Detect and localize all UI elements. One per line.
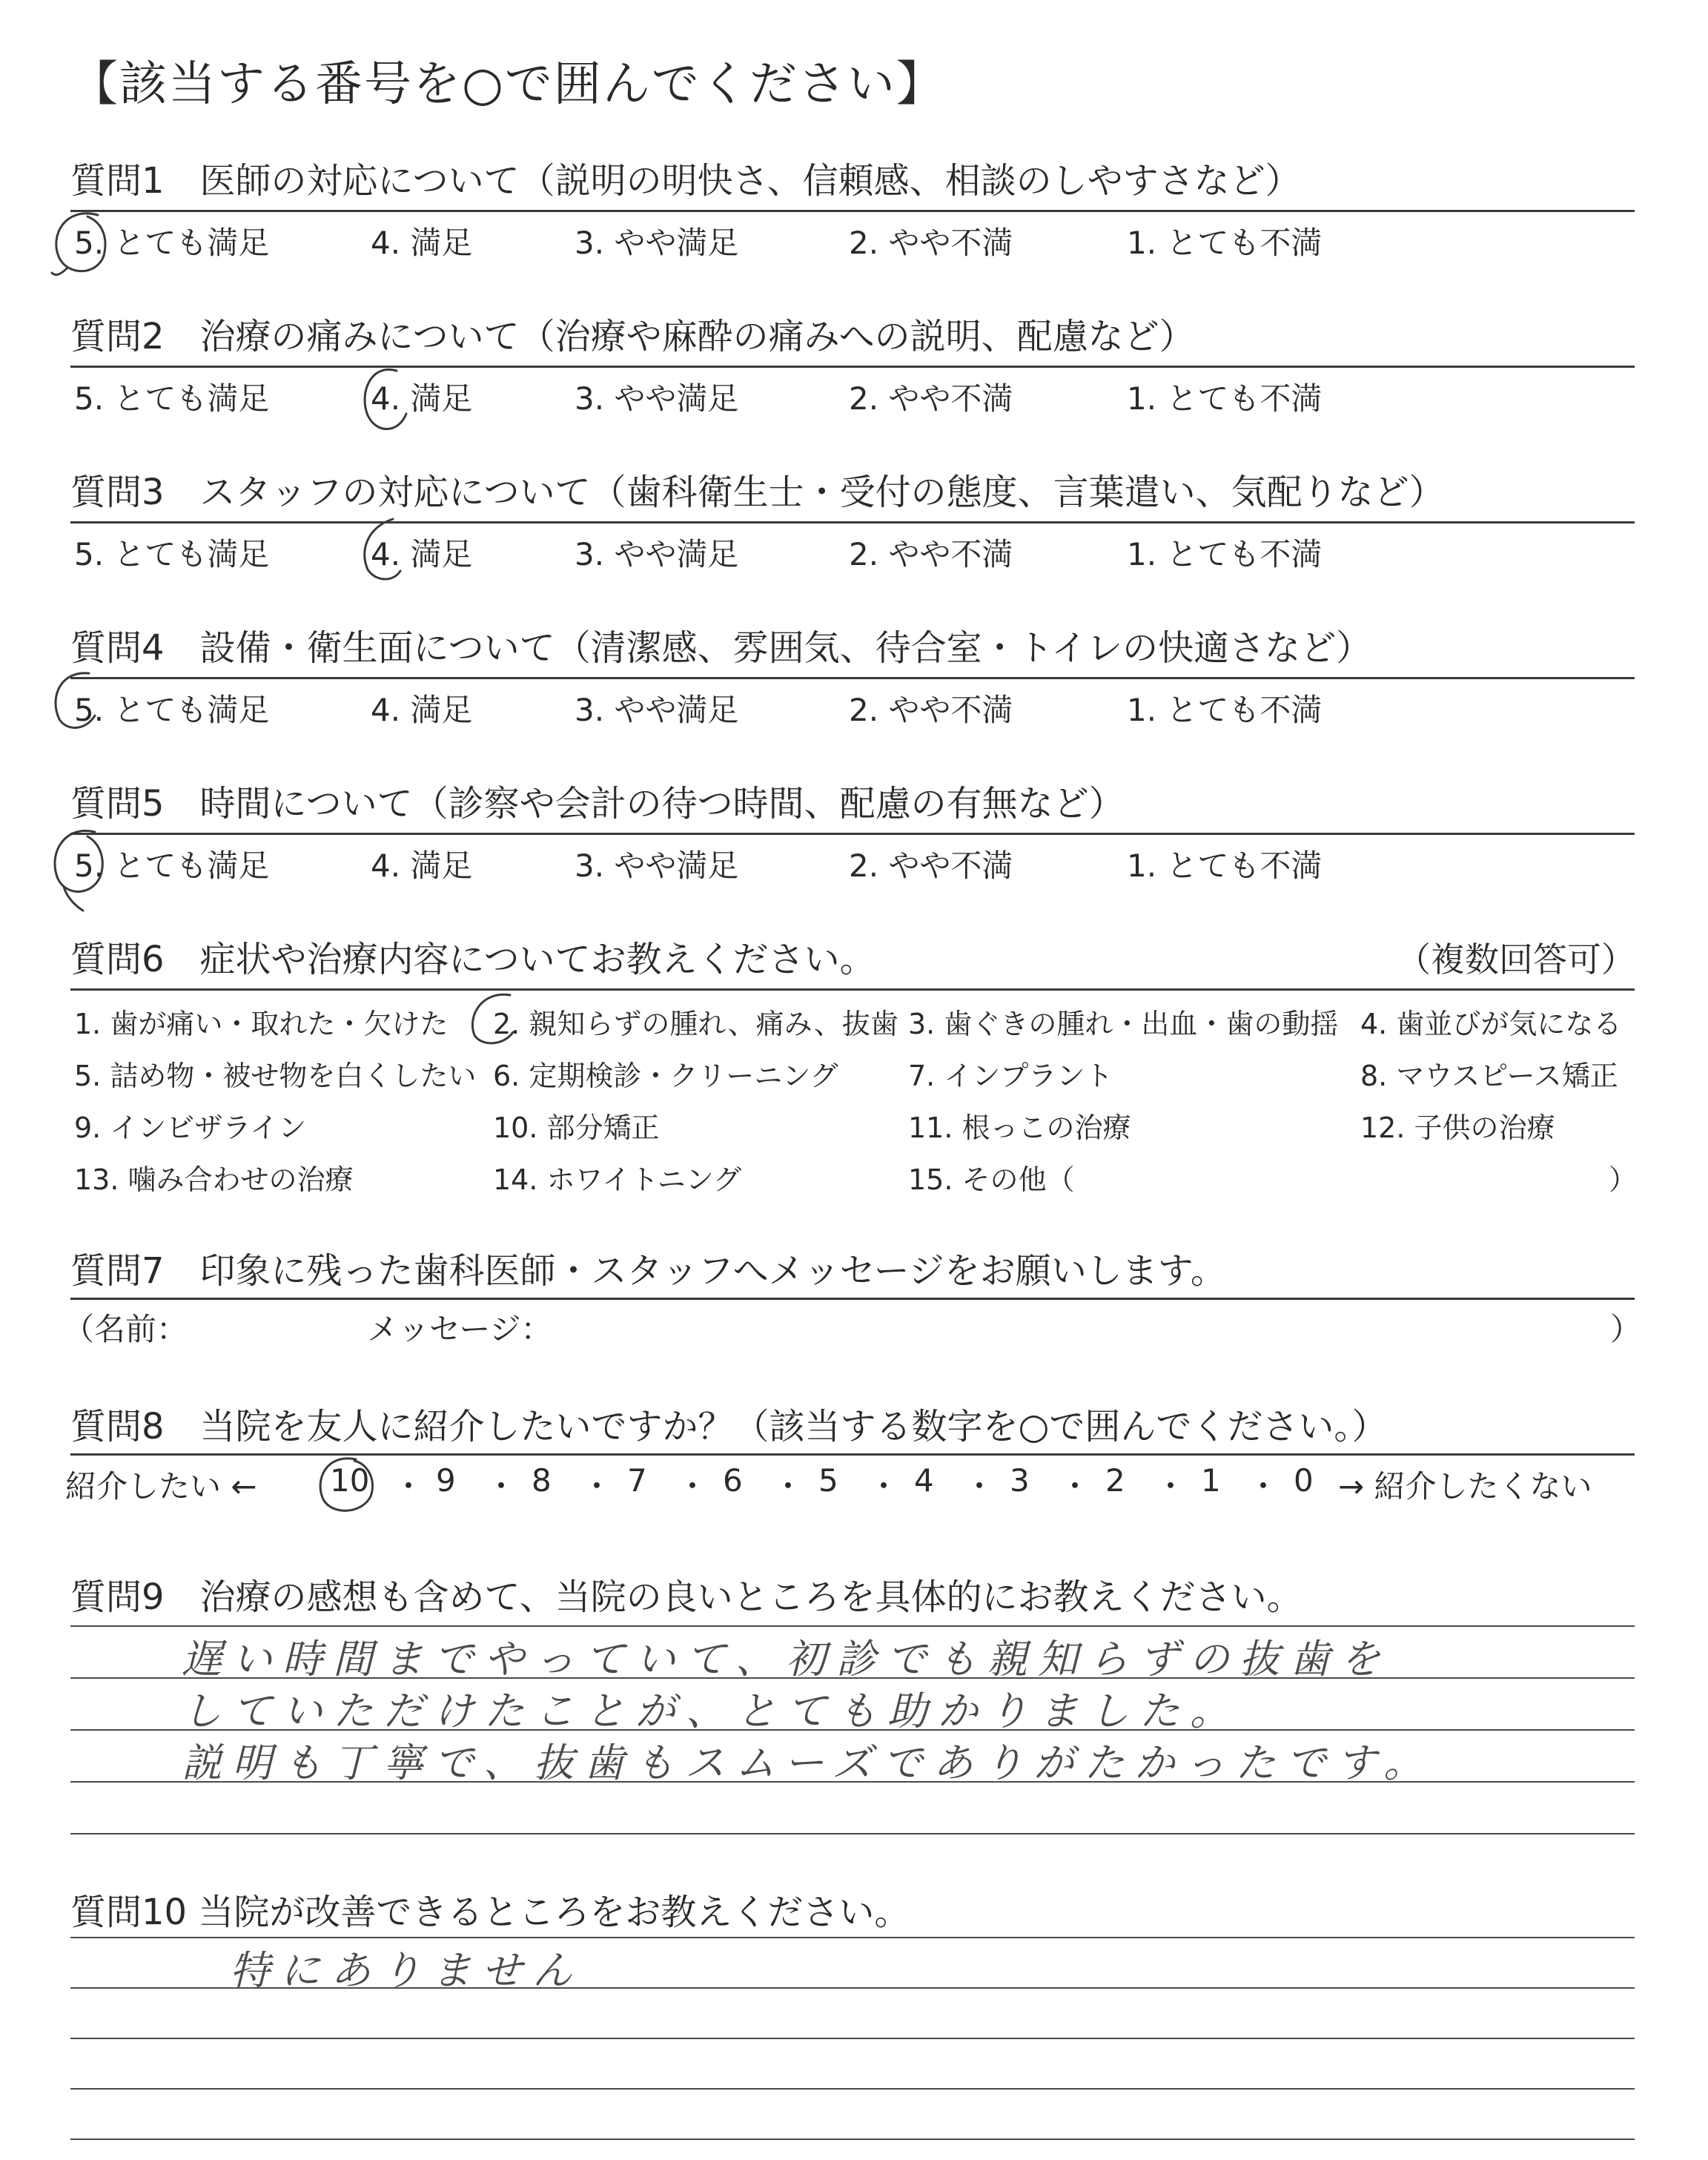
q1-title: 質問1 医師の対応について（説明の明快さ、信頼感、相談のしやすさなど） bbox=[70, 160, 1301, 202]
q9-title: 質問9 治療の感想も含めて、当院の良いところを具体的にお教えください。 bbox=[70, 1576, 1302, 1618]
q3-option-4[interactable]: 4. 満足 bbox=[371, 536, 473, 572]
q10-writing-line[interactable] bbox=[70, 2088, 1635, 2090]
q7-divider bbox=[70, 1298, 1635, 1300]
q8-left-label: 紹介したい ← bbox=[65, 1468, 257, 1505]
q3-option-5[interactable]: 5. とても満足 bbox=[74, 536, 270, 572]
q8-title: 質問8 当院を友人に紹介したいですか？（該当する数字を○で囲んでください。） bbox=[70, 1406, 1388, 1447]
q1-option-3[interactable]: 3. やや満足 bbox=[575, 225, 739, 261]
q9-handwritten-answer-line-1: 遅い時間までやっていて、初診でも親知らずの抜歯を bbox=[182, 1636, 1391, 1682]
q9-writing-line[interactable] bbox=[70, 1833, 1635, 1834]
q8-separator-dot: ・ bbox=[964, 1468, 996, 1505]
q3-option-2[interactable]: 2. やや不満 bbox=[849, 536, 1013, 572]
q4-option-4[interactable]: 4. 満足 bbox=[371, 692, 473, 728]
q8-score-10[interactable]: 10 bbox=[330, 1462, 370, 1499]
q2-option-3[interactable]: 3. やや満足 bbox=[575, 380, 739, 417]
q3-divider bbox=[70, 521, 1635, 524]
q8-separator-dot: ・ bbox=[677, 1468, 709, 1505]
q10-writing-line[interactable] bbox=[70, 2038, 1635, 2039]
q4-option-2[interactable]: 2. やや不満 bbox=[849, 692, 1013, 728]
q4-option-3[interactable]: 3. やや満足 bbox=[575, 692, 739, 728]
q6-item-7[interactable]: 7. インプラント bbox=[908, 1060, 1113, 1092]
q6-item-15-close-paren: ） bbox=[1609, 1163, 1638, 1196]
q8-score-9[interactable]: 9 bbox=[436, 1462, 456, 1499]
q8-score-8[interactable]: 8 bbox=[532, 1462, 552, 1499]
q5-option-3[interactable]: 3. やや満足 bbox=[575, 848, 739, 884]
q8-score-0[interactable]: 0 bbox=[1294, 1462, 1314, 1499]
q5-option-2[interactable]: 2. やや不満 bbox=[849, 848, 1013, 884]
q5-divider bbox=[70, 833, 1635, 835]
q2-divider bbox=[70, 366, 1635, 368]
q9-handwritten-answer-line-2: していただけたことが、とても助かりました。 bbox=[182, 1688, 1240, 1734]
q6-multiple-answer-note: （複数回答可） bbox=[1397, 939, 1635, 980]
q10-writing-line[interactable] bbox=[70, 1937, 1635, 1938]
form-instruction: 【該当する番号を○で囲んでください】 bbox=[70, 57, 945, 112]
q8-score-5[interactable]: 5 bbox=[818, 1462, 838, 1499]
q8-score-1[interactable]: 1 bbox=[1201, 1462, 1221, 1499]
q8-divider bbox=[70, 1453, 1635, 1456]
q6-item-5[interactable]: 5. 詰め物・被せ物を白くしたい bbox=[74, 1060, 477, 1092]
q6-item-3[interactable]: 3. 歯ぐきの腫れ・出血・歯の動揺 bbox=[908, 1008, 1339, 1040]
q2-title: 質問2 治療の痛みについて（治療や麻酔の痛みへの説明、配慮など） bbox=[70, 316, 1195, 357]
q5-selection-circle-tail bbox=[64, 887, 83, 911]
q2-option-5[interactable]: 5. とても満足 bbox=[74, 380, 270, 417]
q4-option-1[interactable]: 1. とても不満 bbox=[1127, 692, 1323, 728]
q1-option-1[interactable]: 1. とても不満 bbox=[1127, 225, 1323, 261]
q8-score-2[interactable]: 2 bbox=[1105, 1462, 1125, 1499]
q8-separator-dot: ・ bbox=[1155, 1468, 1187, 1505]
q7-title: 質問7 印象に残った歯科医師・スタッフへメッセージをお願いします。 bbox=[70, 1250, 1226, 1292]
q2-option-2[interactable]: 2. やや不満 bbox=[849, 380, 1013, 417]
q8-score-4[interactable]: 4 bbox=[914, 1462, 934, 1499]
q1-option-2[interactable]: 2. やや不満 bbox=[849, 225, 1013, 261]
q8-score-3[interactable]: 3 bbox=[1010, 1462, 1030, 1499]
q1-option-5[interactable]: 5. とても満足 bbox=[74, 225, 270, 261]
q2-option-1[interactable]: 1. とても不満 bbox=[1127, 380, 1323, 417]
q3-title: 質問3 スタッフの対応について（歯科衛生士・受付の態度、言葉遣い、気配りなど） bbox=[70, 472, 1445, 513]
q6-item-13[interactable]: 13. 噛み合わせの治療 bbox=[74, 1163, 354, 1196]
q4-option-5[interactable]: 5. とても満足 bbox=[74, 692, 270, 728]
q8-right-label: → 紹介したくない bbox=[1338, 1468, 1592, 1505]
q1-option-4[interactable]: 4. 満足 bbox=[371, 225, 473, 261]
q8-separator-dot: ・ bbox=[393, 1468, 425, 1505]
q4-divider bbox=[70, 677, 1635, 679]
q10-handwritten-answer: 特にありません bbox=[230, 1947, 583, 1994]
q8-separator-dot: ・ bbox=[772, 1468, 804, 1505]
q6-item-6[interactable]: 6. 定期検診・クリーニング bbox=[493, 1060, 838, 1092]
q6-item-9[interactable]: 9. インビザライン bbox=[74, 1112, 307, 1144]
q5-title: 質問5 時間について（診察や会計の待つ時間、配慮の有無など） bbox=[70, 783, 1125, 825]
q6-item-1[interactable]: 1. 歯が痛い・取れた・欠けた bbox=[74, 1008, 448, 1040]
q4-title: 質問4 設備・衛生面について（清潔感、雰囲気、待合室・トイレの快適さなど） bbox=[70, 627, 1372, 669]
q5-option-1[interactable]: 1. とても不満 bbox=[1127, 848, 1323, 884]
q7-message-label[interactable]: メッセージ： bbox=[367, 1311, 552, 1347]
q6-item-11[interactable]: 11. 根っこの治療 bbox=[908, 1112, 1131, 1144]
q8-separator-dot: ・ bbox=[1059, 1468, 1091, 1505]
q10-writing-line[interactable] bbox=[70, 2138, 1635, 2140]
q8-separator-dot: ・ bbox=[486, 1468, 517, 1505]
q1-divider bbox=[70, 210, 1635, 212]
q5-option-5[interactable]: 5. とても満足 bbox=[74, 848, 270, 884]
q6-divider bbox=[70, 988, 1635, 991]
q8-separator-dot: ・ bbox=[868, 1468, 900, 1505]
q8-separator-dot: ・ bbox=[1248, 1468, 1280, 1505]
q8-separator-dot: ・ bbox=[581, 1468, 613, 1505]
q8-score-6[interactable]: 6 bbox=[723, 1462, 743, 1499]
q7-close-paren: ） bbox=[1610, 1311, 1642, 1347]
q7-name-label[interactable]: （名前： bbox=[63, 1311, 188, 1347]
q3-option-1[interactable]: 1. とても不満 bbox=[1127, 536, 1323, 572]
q9-writing-line[interactable] bbox=[70, 1625, 1635, 1627]
q6-item-15[interactable]: 15. その他（ bbox=[908, 1163, 1075, 1196]
q2-option-4[interactable]: 4. 満足 bbox=[371, 380, 473, 417]
q6-item-8[interactable]: 8. マウスピース矯正 bbox=[1360, 1060, 1618, 1092]
q1-selection-circle-tail bbox=[52, 268, 67, 274]
q5-option-4[interactable]: 4. 満足 bbox=[371, 848, 473, 884]
q6-item-2[interactable]: 2. 親知らずの腫れ、痛み、抜歯 bbox=[493, 1008, 898, 1040]
q6-title: 質問6 症状や治療内容についてお教えください。 bbox=[70, 939, 875, 980]
q6-item-14[interactable]: 14. ホワイトニング bbox=[493, 1163, 742, 1196]
q10-title: 質問10 当院が改善できるところをお教えください。 bbox=[70, 1892, 910, 1933]
q6-item-10[interactable]: 10. 部分矯正 bbox=[493, 1112, 660, 1144]
q3-option-3[interactable]: 3. やや満足 bbox=[575, 536, 739, 572]
q6-item-4[interactable]: 4. 歯並びが気になる bbox=[1360, 1008, 1622, 1040]
q6-item-12[interactable]: 12. 子供の治療 bbox=[1360, 1112, 1555, 1144]
q9-handwritten-answer-line-3: 説明も丁寧で、抜歯もスムーズでありがたかったです。 bbox=[182, 1740, 1434, 1786]
q8-score-7[interactable]: 7 bbox=[627, 1462, 647, 1499]
